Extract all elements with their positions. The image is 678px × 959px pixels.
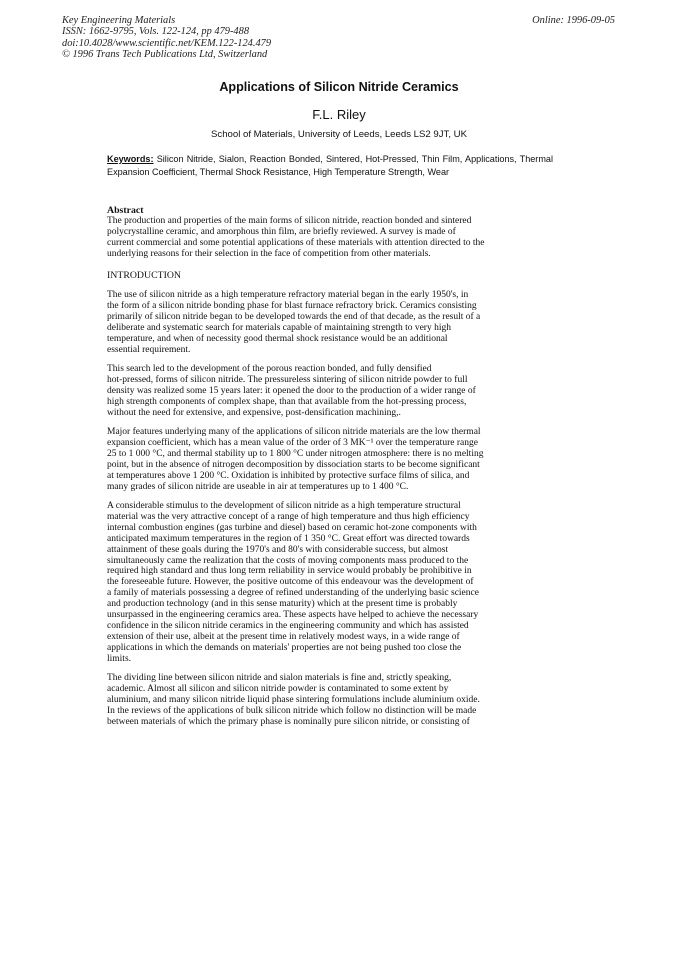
text-line: material was the very attractive concept of a range of high temperature and thus high efficiency [107, 511, 470, 522]
issn-line: ISSN: 1662-9795, Vols. 122-124, pp 479-488 [62, 26, 250, 38]
affiliation: School of Materials, University of Leeds, Leeds LS2 9JT, UK [211, 129, 467, 140]
text-line: unsurpassed in the engineering ceramics area. These aspects have helped to achieve the necessary [107, 610, 479, 621]
text-line: current commercial and some potential applications of these materials with attention directed to the [107, 237, 485, 248]
text-line: aluminium, and many silicon nitride liquid phase sintering formulations include aluminium oxide. [107, 694, 480, 705]
text-line: density was realized some 15 years later: it opened the door to the production of a wider range of [107, 385, 476, 396]
text-line: simultaneously came the realization that the costs of moving components mass produced to the [107, 555, 469, 566]
journal-name: Key Engineering Materials [62, 15, 176, 26]
text-line: high strength components of complex shape, than that available from the hot-pressing process, [107, 396, 467, 407]
text-line: limits. [107, 653, 132, 664]
keywords [107, 153, 553, 178]
text-line: essential requirement. [107, 344, 191, 355]
paper-title: Applications of Silicon Nitride Ceramics [219, 80, 459, 94]
text-line: underlying reasons for their selection in the face of competition from other materials. [107, 248, 431, 259]
copyright-line: © 1996 Trans Tech Publications Ltd, Switzerland [62, 48, 268, 60]
abstract-body [107, 216, 557, 260]
text-line: the foreseeable future. However, the positive outcome of this endeavour was the development of [107, 577, 474, 588]
text-line: polycrystalline ceramic, and amorphous thin film, are briefly reviewed. A survey is made of [107, 226, 456, 237]
text-line: academic. Almost all silicon and silicon nitride powder is contaminated to some extent by [107, 683, 449, 694]
text-line: between materials of which the primary phase is nominally pure silicon nitride, or consisting of [107, 716, 470, 727]
introduction-heading: INTRODUCTION [107, 270, 182, 281]
paragraph-1 [107, 290, 557, 355]
text-line: point, but in the absence of nitrogen decomposition by dissociation starts to be become significant [107, 459, 480, 470]
text-line: This search led to the development of the porous reaction bonded, and fully densified [107, 364, 432, 374]
online-date: Online: 1996-09-05 [532, 15, 615, 26]
text-line: expansion coefficient, which has a mean value of the order of 3 MK⁻¹ over the temperature range [107, 437, 478, 448]
text-line: temperature, and when of necessity good thermal shock resistance would be an additional [107, 333, 448, 344]
text-line: confidence in the silicon nitride ceramics in the engineering community and which has assisted [107, 620, 469, 631]
text-line: the form of a silicon nitride bonding phase for blast furnace refractory brick. Ceramics consisting [107, 300, 477, 311]
abstract-heading: Abstract [107, 205, 144, 216]
text-line: hot-pressed, forms of silicon nitride. The pressureless sintering of silicon nitride powder to full [107, 374, 468, 385]
author: F.L. Riley [312, 107, 366, 122]
text-line: 25 to 1 000 °C, and thermal stability up to 1 800 °C under nitrogen atmosphere: there is no melting [107, 448, 484, 459]
text-line: applications in which the demands on materials' properties are not being pushed too close the [107, 642, 462, 653]
paragraph-2 [107, 364, 557, 419]
text-line: a family of materials possessing a degree of refined understanding of the underlying basic science [107, 588, 479, 599]
doi-line: doi:10.4028/www.scientific.net/KEM.122-124.479 [62, 37, 272, 49]
text-line: Major features underlying many of the applications of silicon nitride materials are the low thermal [107, 427, 481, 437]
text-line: many grades of silicon nitride are useable in air at temperatures up to 1 400 °C. [107, 481, 409, 492]
text-line: at temperatures above 1 200 °C. Oxidation is inhibited by protective surface films of silica, and [107, 470, 470, 481]
text-line: internal combustion engines (gas turbine and diesel) based on ceramic hot-zone components with [107, 522, 477, 533]
text-line: The use of silicon nitride as a high temperature refractory material began in the early 1950's, in [107, 290, 469, 300]
text-line: attainment of these goals during the 1970's and 80's with considerable success, but almost [107, 544, 449, 555]
text-line: anticipated maximum temperatures in the region of 1 350 °C. Great effort was directed towards [107, 533, 470, 544]
paragraph-3 [107, 427, 557, 492]
text-line: extension of their use, albeit at the present time in relatively modest ways, in a wide range of [107, 631, 460, 642]
text-line: The production and properties of the main forms of silicon nitride, reaction bonded and sintered [107, 216, 472, 226]
text-line: primarily of silicon nitride began to be developed towards the end of that decade, as the result of a [107, 311, 481, 322]
text-line: and production technology (and in this sense maturity) which at the present time is probably [107, 599, 458, 610]
text-line: without the need for extensive, and expensive, post-densification machining,. [107, 407, 401, 418]
text-line: A considerable stimulus to the development of silicon nitride as a high temperature structural [107, 501, 461, 511]
text-line: The dividing line between silicon nitride and sialon materials is fine and, strictly speaking, [107, 673, 452, 683]
text-line: In the reviews of the applications of bulk silicon nitride which follow no distinction will be made [107, 705, 477, 716]
text-line: deliberate and systematic search for materials capable of maintaining strength to very high [107, 322, 451, 333]
paragraph-5 [107, 673, 557, 728]
text-line: required high standard and thus long term reliability in service would probably be prohibitive in [107, 566, 472, 577]
publication-header [62, 15, 271, 60]
paragraph-4 [107, 501, 557, 665]
keywords-text: Silicon Nitride, Sialon, Reaction Bonded, Sintered, Hot-Pressed, Thin Film, Applications, Thermal Expansion Coefficient, Thermal Shock Resistance, High Temperature Strength, Wear [107, 154, 553, 177]
keywords-label: Keywords: [107, 154, 154, 164]
